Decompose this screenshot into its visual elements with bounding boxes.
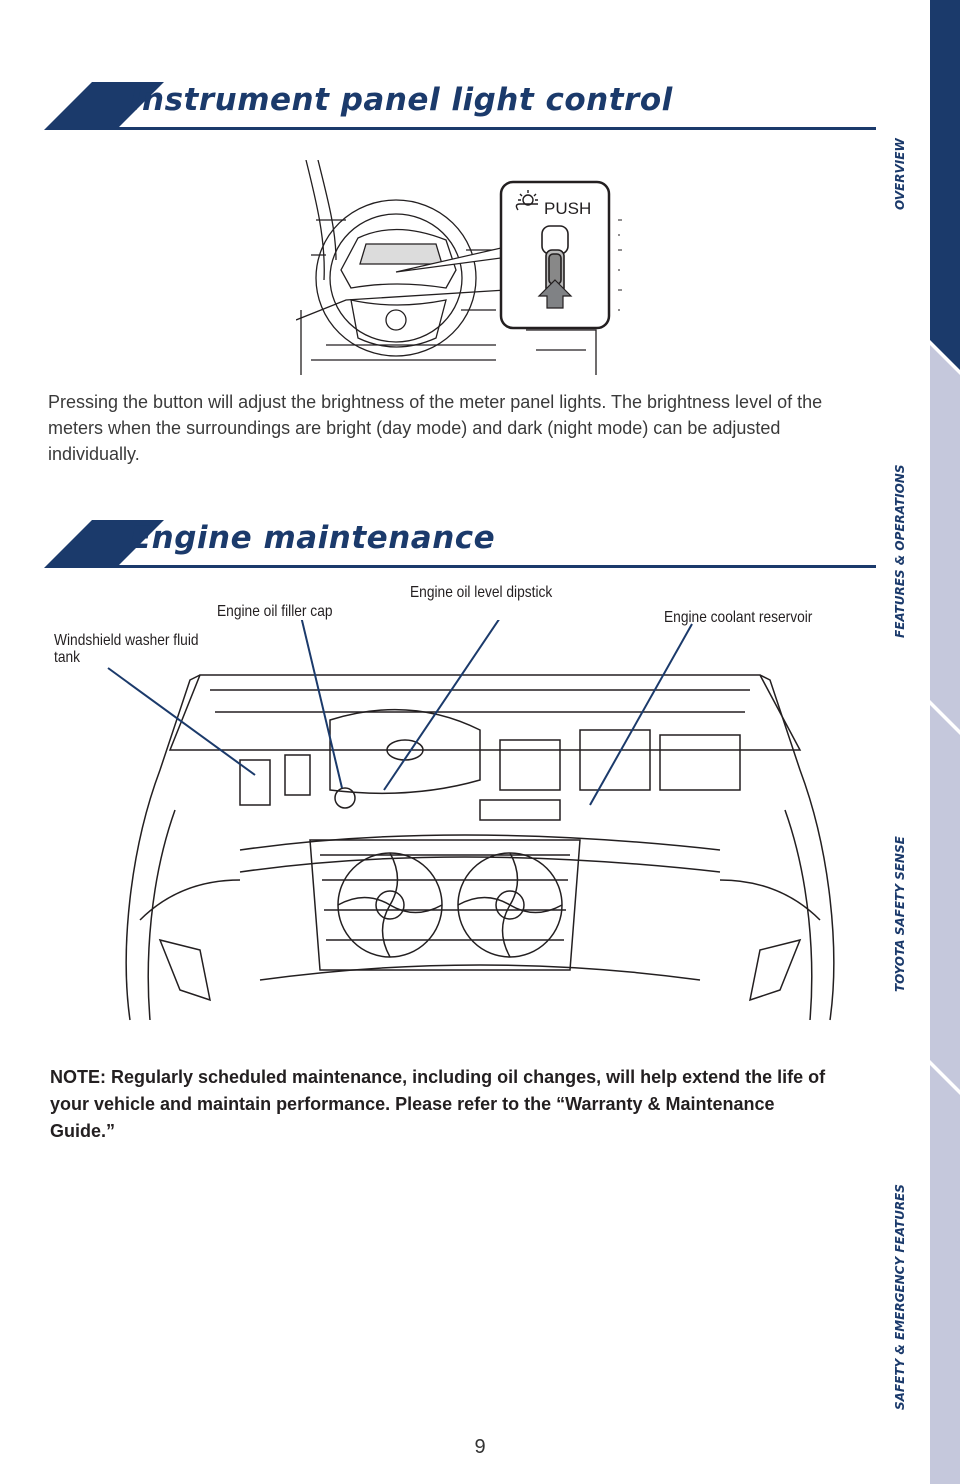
maintenance-note: NOTE: Regularly scheduled maintenance, including oil changes, will help extend the life of your vehicle and maintain performance. Please refer to the “Warranty & Maintenance Guide.” <box>50 1067 826 1141</box>
tab-overview-shape <box>930 0 960 370</box>
tab-tss-shape <box>930 705 960 1090</box>
page-number: 9 <box>474 1436 486 1458</box>
tab-features-shape <box>930 345 960 730</box>
tab-features-operations[interactable]: FEATURES & OPERATIONS <box>893 464 907 638</box>
engine-bay-illustration <box>100 620 860 1030</box>
section-header-instrument <box>44 82 876 132</box>
tab-overview[interactable]: OVERVIEW <box>893 138 907 210</box>
callout-oil-dipstick: Engine oil level dipstick <box>410 584 553 601</box>
callout-washer-fluid-tank: Windshield washer fluid tank <box>54 632 199 666</box>
tab-safety-shape <box>930 1065 960 1484</box>
callout-oil-filler-cap: Engine oil filler cap <box>217 603 333 620</box>
callout-coolant-reservoir: Engine coolant reservoir <box>664 609 813 626</box>
section-title-engine: Engine maintenance <box>130 520 496 556</box>
instrument-description: Pressing the button will adjust the brightness of the meter panel lights. The brightness level of the meters when the surroundings are bright (day mode) and dark (night mode) can be adjusted individually. <box>48 392 823 464</box>
push-button-label: PUSH <box>544 199 592 218</box>
tab-toyota-safety-sense[interactable]: TOYOTA SAFETY SENSE <box>893 836 907 992</box>
tab-safety-emergency[interactable]: SAFETY & EMERGENCY FEATURES <box>893 1184 907 1410</box>
section-header-engine <box>44 520 876 570</box>
section-title-instrument: Instrument panel light control <box>130 82 673 118</box>
instrument-panel-illustration <box>296 160 636 376</box>
sidebar-tabs <box>893 0 960 1484</box>
